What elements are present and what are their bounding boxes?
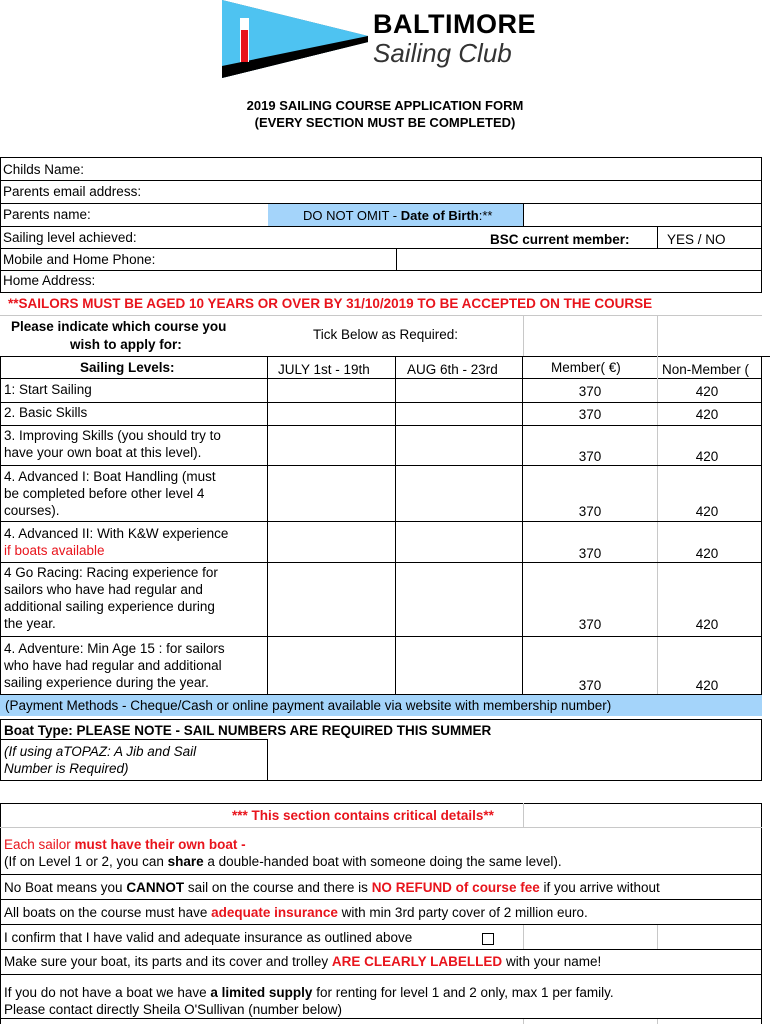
confirm-insurance-checkbox[interactable] [482, 933, 494, 945]
form-title: 2019 SAILING COURSE APPLICATION FORM [246, 98, 524, 113]
member-price: 370 [578, 678, 602, 693]
col-july: JULY 1st - 19th [278, 362, 370, 377]
level-label: 4. Advanced I: Boat Handling (must [4, 469, 216, 484]
share-b: share [167, 854, 204, 869]
col-aug: AUG 6th - 23rd [407, 362, 498, 377]
level-label: who have had regular and additional [4, 658, 222, 673]
logo-title: BALTIMORE [373, 9, 536, 39]
col-member: Member( €) [551, 360, 621, 375]
labelled-line [4, 953, 601, 970]
club-logo [220, 0, 560, 80]
indicate-course-line1: Please indicate which course you [11, 319, 227, 334]
tick-cell-july-level1[interactable] [268, 379, 395, 402]
col-sailing-levels: Sailing Levels: [80, 360, 175, 375]
label-c: with your name! [502, 954, 602, 969]
level-label: courses). [4, 503, 60, 518]
level-label: 3. Improving Skills (you should try to [4, 428, 221, 443]
level-label: 4 Go Racing: Racing experience for [4, 565, 218, 580]
noboat-d: NO REFUND of course fee [371, 880, 540, 895]
parents-name-label: Parents name: [3, 207, 91, 222]
non-member-price: 420 [695, 384, 719, 399]
ins-c: with min 3rd party cover of 2 million euro. [337, 905, 588, 920]
limited-c: for renting for level 1 and 2 only, max 1 per family. [312, 985, 614, 1000]
level-label: the year. [4, 616, 56, 631]
level-label: 2. Basic Skills [4, 405, 88, 420]
member-price: 370 [578, 407, 602, 422]
ins-a: All boats on the course must have [4, 905, 212, 920]
non-member-price: 420 [695, 504, 719, 519]
boat-type-label: Boat Type: PLEASE NOTE - SAIL NUMBERS ARE REQUIRED THIS SUMMER [4, 723, 492, 738]
noboat-e: if you arrive without [539, 880, 660, 895]
address-label: Home Address: [3, 273, 96, 288]
phone-label: Mobile and Home Phone: [3, 252, 156, 267]
col-non-member: Non-Member ( [662, 362, 750, 377]
level-label: additional sailing experience during [4, 599, 215, 614]
level-label: 4. Advanced II: With K&W experience [4, 526, 229, 541]
critical-heading: *** This section contains critical details** [232, 808, 494, 823]
contact-line: Please contact directly Sheila O'Sullivan (number below) [4, 1002, 342, 1017]
topaz-note-line2: Number is Required) [4, 761, 129, 776]
dob-prefix: DO NOT OMIT - [303, 208, 401, 223]
label-b: ARE CLEARLY LABELLED [331, 954, 503, 969]
indicate-course-line2: wish to apply for: [70, 337, 182, 352]
member-price: 370 [578, 449, 602, 464]
share-a: (If on Level 1 or 2, you can [4, 854, 168, 869]
non-member-price: 420 [695, 449, 719, 464]
ins-b: adequate insurance [211, 905, 338, 920]
logo-subtitle: Sailing Club [373, 38, 512, 68]
bsc-member-label: BSC current member: [490, 232, 630, 247]
dob-suffix: :** [478, 208, 493, 223]
noboat-b: CANNOT [126, 880, 185, 895]
no-boat-line [4, 879, 660, 896]
pennant-flag-icon [220, 0, 370, 80]
level-label: have your own boat at this level). [4, 445, 202, 460]
confirm-insurance-line: I confirm that I have valid and adequate insurance as outlined above [4, 930, 413, 945]
payment-note: (Payment Methods - Cheque/Cash or online payment available via website with membership number) [5, 698, 612, 713]
own-boat-line [4, 836, 246, 853]
form-subtitle: (EVERY SECTION MUST BE COMPLETED) [254, 115, 516, 130]
dob-label: Date of Birth [400, 208, 479, 223]
boat-type-input[interactable] [268, 740, 761, 780]
non-member-price: 420 [695, 678, 719, 693]
noboat-a: No Boat means you [4, 880, 127, 895]
yes-no-option[interactable]: YES / NO [667, 232, 726, 247]
level-label: 1: Start Sailing [4, 382, 92, 397]
member-price: 370 [578, 617, 602, 632]
member-price: 370 [578, 384, 602, 399]
insurance-line [4, 904, 588, 921]
member-price: 370 [578, 546, 602, 561]
level-label: sailing experience during the year. [4, 675, 209, 690]
tick-below-label: Tick Below as Required: [313, 327, 459, 342]
parents-email-label: Parents email address: [3, 184, 142, 199]
age-notice: **SAILORS MUST BE AGED 10 YEARS OR OVER BY 31/10/2019 TO BE ACCEPTED ON THE COURSE [8, 296, 653, 311]
topaz-note-line1: (If using aTOPAZ: A Jib and Sail [4, 744, 197, 759]
non-member-price: 420 [695, 546, 719, 561]
limited-a: If you do not have a boat we have [4, 985, 211, 1000]
non-member-price: 420 [695, 617, 719, 632]
own-boat-b: must have their own boat - [74, 837, 246, 852]
non-member-price: 420 [695, 407, 719, 422]
share-c: a double-handed boat with someone doing the same level). [203, 854, 562, 869]
child-name-label: Childs Name: [3, 162, 85, 177]
level-label: sailors who have had regular and [4, 582, 203, 597]
noboat-c: sail on the course and there is [184, 880, 372, 895]
limited-supply-line [4, 984, 614, 1001]
level-label: 4. Adventure: Min Age 15 : for sailors [4, 641, 225, 656]
payment-note-bar [0, 695, 762, 716]
limited-b: a limited supply [210, 985, 313, 1000]
share-line [4, 853, 562, 870]
own-boat-a: Each sailor [4, 837, 75, 852]
label-a: Make sure your boat, its parts and its cover and trolley [4, 954, 332, 969]
member-price: 370 [578, 504, 602, 519]
tick-cell-aug-level1[interactable] [396, 379, 522, 402]
dob-field[interactable] [268, 204, 524, 226]
level-label-note: if boats available [4, 543, 105, 558]
sailing-level-label: Sailing level achieved: [3, 230, 137, 245]
level-label: be completed before other level 4 [4, 486, 205, 501]
